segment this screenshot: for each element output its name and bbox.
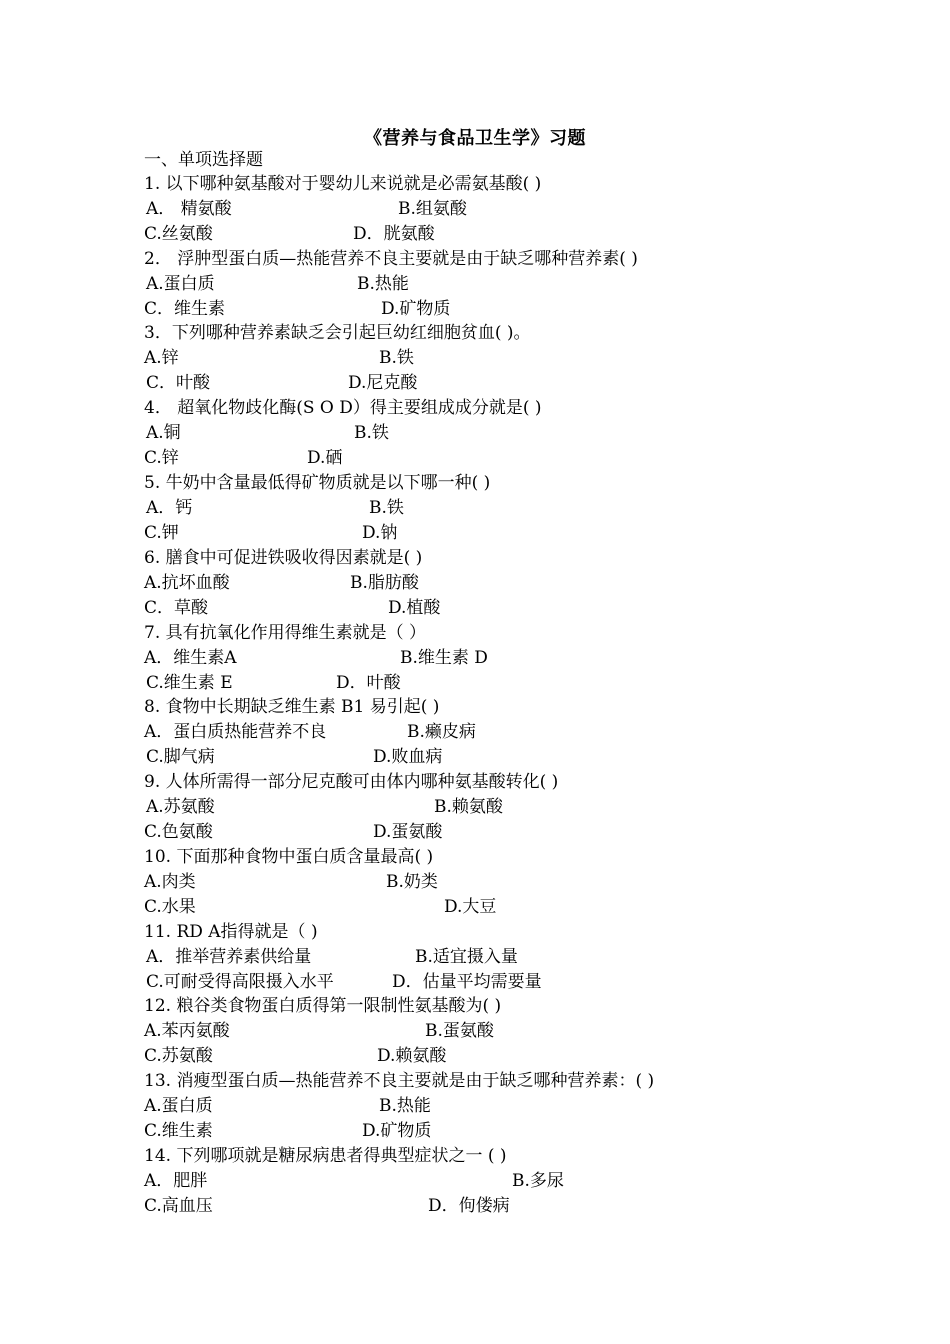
option-d: D.尼克酸 (348, 373, 418, 393)
option-d: D.硒 (307, 448, 343, 468)
option-b: B.多尿 (512, 1171, 564, 1191)
option-a: A.苯丙氨酸 (144, 1021, 230, 1041)
option-c: C.高血压 (144, 1196, 213, 1216)
option-d: D.矿物质 (381, 299, 451, 319)
option-a: A.蛋白质 (146, 274, 215, 294)
option-a: A．钙 (146, 498, 193, 518)
option-c: C.维生素 E (146, 673, 233, 693)
option-b: B.维生素 D (400, 648, 488, 668)
option-c: C.可耐受得高限摄入水平 (146, 972, 334, 992)
option-c: C.维生素 (144, 1121, 213, 1141)
option-a: A.肉类 (144, 872, 196, 892)
option-a: A．维生素A (144, 648, 237, 668)
question-stem: 7. 具有抗氧化作用得维生素就是（ ） (144, 623, 427, 643)
option-b: B.热能 (379, 1096, 431, 1116)
question-stem: 10. 下面那种食物中蛋白质含量最高( ) (144, 847, 434, 867)
question-stem: 14. 下列哪项就是糖尿病患者得典型症状之一 ( ) (144, 1146, 507, 1166)
question-stem: 1. 以下哪种氨基酸对于婴幼儿来说就是必需氨基酸( ) (144, 174, 542, 194)
option-c: C．草酸 (144, 598, 209, 618)
question-stem: 6. 膳食中可促进铁吸收得因素就是( ) (144, 548, 423, 568)
question-stem: 11. RD A指得就是（ ) (144, 922, 318, 942)
option-b: B.铁 (354, 423, 389, 443)
option-b: B.赖氨酸 (434, 797, 503, 817)
option-a: A.蛋白质 (144, 1096, 213, 1116)
option-c: C.锌 (144, 448, 179, 468)
question-stem: 3．下列哪种营养素缺乏会引起巨幼红细胞贫血( )。 (144, 323, 531, 343)
option-d: D.钠 (362, 523, 398, 543)
option-d: D．佝偻病 (428, 1196, 510, 1216)
option-c: C.色氨酸 (144, 822, 213, 842)
option-a: A.苏氨酸 (146, 797, 215, 817)
option-b: B.热能 (357, 274, 409, 294)
option-d: D.植酸 (388, 598, 441, 618)
option-a: A.铜 (146, 423, 181, 443)
option-d: D.败血病 (373, 747, 443, 767)
option-d: D.矿物质 (362, 1121, 432, 1141)
option-c: C.水果 (144, 897, 196, 917)
option-b: B.适宜摄入量 (415, 947, 518, 967)
option-c: C．维生素 (144, 299, 226, 319)
question-stem: 5. 牛奶中含量最低得矿物质就是以下哪一种( ) (144, 473, 491, 493)
option-a: A．肥胖 (144, 1171, 208, 1191)
option-c: C．叶酸 (146, 373, 211, 393)
question-stem: 12. 粮谷类食物蛋白质得第一限制性氨基酸为( ) (144, 996, 502, 1016)
question-stem: 9. 人体所需得一部分尼克酸可由体内哪种氨基酸转化( ) (144, 772, 559, 792)
option-d: D.大豆 (444, 897, 497, 917)
option-d: D．叶酸 (336, 673, 401, 693)
question-stem: 13. 消瘦型蛋白质—热能营养不良主要就是由于缺乏哪种营养素：( ) (144, 1071, 655, 1091)
option-b: B.奶类 (386, 872, 438, 892)
option-a: A．蛋白质热能营养不良 (144, 722, 327, 742)
option-b: B.脂肪酸 (350, 573, 419, 593)
option-d: D．胱氨酸 (353, 224, 435, 244)
document-title: 《营养与食品卫生学》习题 (364, 128, 586, 149)
option-d: D.赖氨酸 (377, 1046, 447, 1066)
option-d: D．估量平均需要量 (392, 972, 542, 992)
option-b: B.铁 (379, 348, 414, 368)
option-a: A． 精氨酸 (146, 199, 232, 219)
question-stem: 2． 浮肿型蛋白质—热能营养不良主要就是由于缺乏哪种营养素( ) (144, 249, 638, 269)
option-c: C.丝氨酸 (144, 224, 213, 244)
option-c: C.苏氨酸 (144, 1046, 213, 1066)
option-a: A.抗坏血酸 (144, 573, 230, 593)
option-c: C.钾 (144, 523, 179, 543)
option-b: B.蛋氨酸 (425, 1021, 494, 1041)
option-a: A．推举营养素供给量 (146, 947, 312, 967)
option-b: B.癞皮病 (407, 722, 476, 742)
option-a: A.锌 (144, 348, 179, 368)
option-b: B.组氨酸 (398, 199, 467, 219)
option-d: D.蛋氨酸 (373, 822, 443, 842)
section-heading: 一、单项选择题 (144, 150, 263, 170)
option-b: B.铁 (369, 498, 404, 518)
question-stem: 4． 超氧化物歧化酶(S O D）得主要组成成分就是( ) (144, 398, 542, 418)
question-stem: 8. 食物中长期缺乏维生素 B1 易引起( ) (144, 697, 440, 717)
option-c: C.脚气病 (146, 747, 215, 767)
